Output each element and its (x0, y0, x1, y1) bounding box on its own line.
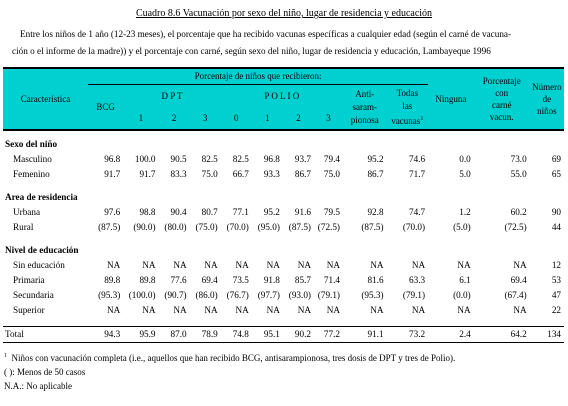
cell-value: (76.7) (226, 290, 249, 300)
cell-value: NA (326, 260, 340, 270)
cell-value: 90.5 (170, 154, 187, 164)
cell-value: 134 (530, 327, 564, 343)
cell-value: NA (235, 260, 249, 270)
cell-value: NA (411, 260, 426, 270)
header-polio-1: 1 (252, 108, 283, 130)
cell-value: (90.7) (164, 290, 187, 300)
table-row (3, 288, 564, 303)
cell-value: 81.6 (367, 275, 384, 285)
cell-value: 98.8 (139, 207, 156, 217)
cell-value: 89.8 (139, 275, 156, 285)
cell-value: 95.2 (367, 154, 384, 164)
cell-value: 75.0 (201, 169, 218, 179)
header-number-children: Número de niños (530, 68, 564, 130)
cell-value: NA (411, 305, 426, 315)
cell-value: 77.1 (232, 207, 249, 217)
cell-value: 73.5 (232, 275, 249, 285)
cell-value: NA (204, 260, 218, 270)
cell-value: 63.3 (409, 275, 426, 285)
cell-value: 44 (551, 222, 561, 232)
table-body (3, 130, 564, 343)
cell-value: 1.2 (459, 207, 471, 217)
cell-value: 91.6 (294, 207, 311, 217)
cell-value: 93.3 (263, 169, 280, 179)
header-polio-0: 0 (221, 108, 252, 130)
cell-value: NA (106, 305, 121, 315)
cell-value: 90.4 (170, 207, 187, 217)
header-dpt-2: 2 (159, 108, 190, 130)
cell-value: (90.0) (133, 222, 156, 232)
cell-value: (67.4) (504, 290, 527, 300)
cell-value: NA (457, 260, 471, 270)
cell-value: 82.5 (232, 154, 249, 164)
cell-value: 77.6 (170, 275, 187, 285)
header-polio-3: 3 (314, 108, 343, 130)
cell-value: 71.4 (323, 275, 340, 285)
cell-value: (93.0) (288, 290, 311, 300)
cell-value: 91.7 (139, 169, 156, 179)
table-row (3, 152, 564, 167)
cell-value: NA (513, 305, 527, 315)
cell-value: (75.0) (195, 222, 218, 232)
header-carne: Porcentaje con carné vacun. (474, 68, 530, 130)
table-row (3, 258, 564, 273)
description-line-2: ción o el informe de la madre)) y el porcentaje con carné, según sexo del niño, lugar de residencia y educación, Lambayeque 1996 (12, 46, 491, 56)
header-dpt-1: 1 (123, 108, 158, 130)
cell-value: (5.0) (453, 222, 471, 232)
table-title: Cuadro 8.6 Vacunación por sexo del niño, lugar de residencia y educación (135, 8, 433, 19)
cell-value: 91.8 (263, 275, 280, 285)
table-description (12, 26, 568, 60)
cell-value: 12 (551, 260, 561, 270)
cell-value: 77.2 (314, 327, 343, 343)
cell-value: 86.7 (294, 169, 311, 179)
cell-value: 74.6 (409, 154, 426, 164)
cell-value: 93.7 (294, 154, 311, 164)
description-line-1: Entre los niños de 1 año (12-23 meses), el porcentaje que ha recibido vacunas específicas a cualquier edad (según el carné de vacuna- (20, 29, 512, 39)
cell-value: NA (266, 305, 280, 315)
cell-value: NA (326, 305, 340, 315)
header-dpt: D P T (123, 85, 220, 109)
total-row (3, 327, 564, 343)
cell-value: 74.8 (221, 327, 252, 343)
cell-value: (80.0) (164, 222, 187, 232)
cell-value: NA (173, 305, 187, 315)
footnote-3: N.A.: No aplicable (4, 381, 72, 391)
cell-value: 0.0 (459, 154, 471, 164)
cell-value: NA (106, 260, 121, 270)
cell-value: 92.8 (367, 207, 384, 217)
cell-value: 94.3 (88, 327, 123, 343)
table-row (3, 205, 564, 220)
cell-value: 69 (551, 154, 561, 164)
cell-value: (79.1) (317, 290, 340, 300)
cell-value: 90.2 (283, 327, 314, 343)
cell-value: NA (204, 305, 218, 315)
cell-value: NA (513, 260, 527, 270)
cell-value: (0.0) (453, 290, 471, 300)
cell-value: 47 (551, 290, 561, 300)
cell-value: 74.7 (409, 207, 426, 217)
footnote-2: ( ): Menos de 50 casos (4, 367, 86, 377)
row-label: Primaria (13, 275, 45, 285)
cell-value: (87.5) (361, 222, 384, 232)
cell-value: 75.0 (323, 169, 340, 179)
vaccination-table (3, 67, 564, 343)
cell-value: 69.4 (510, 275, 527, 285)
row-label: Femenino (13, 169, 50, 179)
header-percentage-received: Porcentaje de niños que recibieron: (88, 68, 428, 85)
cell-value: NA (297, 305, 311, 315)
cell-value: 65 (551, 169, 561, 179)
row-label: Superior (13, 305, 45, 315)
cell-value: 22 (551, 305, 561, 315)
cell-value: 64.2 (474, 327, 530, 343)
cell-value: 86.7 (367, 169, 384, 179)
cell-value: 66.7 (232, 169, 249, 179)
cell-value: 79.5 (323, 207, 340, 217)
cell-value: 83.3 (170, 169, 187, 179)
row-label: Rural (13, 222, 34, 232)
cell-value: (79.1) (402, 290, 426, 300)
row-label: Sin educación (13, 260, 65, 270)
header-dpt-3: 3 (190, 108, 221, 130)
cell-value: 5.0 (459, 169, 471, 179)
cell-value: 97.6 (104, 207, 121, 217)
cell-value: 87.0 (159, 327, 190, 343)
cell-value: (95.3) (361, 290, 384, 300)
cell-value: NA (142, 260, 156, 270)
cell-value: 69.4 (201, 275, 218, 285)
cell-value: 89.8 (104, 275, 121, 285)
cell-value: (86.0) (195, 290, 218, 300)
table-header (3, 68, 564, 130)
cell-value: 95.9 (123, 327, 158, 343)
cell-value: 60.2 (510, 207, 527, 217)
cell-value: 95.2 (263, 207, 280, 217)
cell-value: 96.8 (263, 154, 280, 164)
footnote-1: $^1$ Niños con vacunación completa (i.e., aquellos que han recibido BCG, antisarampionosa, tres dosis de DPT y tres de Polio). (4, 353, 456, 363)
cell-value: 73.0 (510, 154, 527, 164)
cell-value: 96.8 (104, 154, 121, 164)
cell-value: NA (370, 260, 384, 270)
footnotes (4, 349, 455, 393)
section-heading: Sexo del niño (5, 139, 58, 149)
row-label: Secundaria (13, 290, 54, 300)
row-label: Total (3, 327, 88, 343)
cell-value: NA (142, 305, 156, 315)
section-heading: Nivel de educación (5, 245, 79, 255)
header-polio-2: 2 (283, 108, 314, 130)
cell-value: (95.0) (257, 222, 280, 232)
cell-value: 100.0 (134, 154, 156, 164)
row-label: Masculino (13, 154, 52, 164)
cell-value: (72.5) (504, 222, 527, 232)
cell-value: NA (266, 260, 280, 270)
table-row (3, 273, 564, 288)
cell-value: (100.0) (128, 290, 156, 300)
cell-value: 53 (551, 275, 561, 285)
cell-value: (72.5) (317, 222, 340, 232)
cell-value: 78.9 (190, 327, 221, 343)
cell-value: (87.5) (98, 222, 121, 232)
header-antisarampionosa: Anti- saram- pionosa (343, 85, 387, 131)
header-bcg: BCG (88, 85, 123, 131)
header-ninguna: Ninguna (428, 68, 474, 130)
cell-value: 55.0 (510, 169, 527, 179)
cell-value: 95.1 (252, 327, 283, 343)
cell-value: NA (297, 260, 311, 270)
header-todas-vacunas: Todas las vacunas$^1$ (387, 85, 429, 131)
cell-value: 80.7 (201, 207, 218, 217)
cell-value: 6.1 (459, 275, 471, 285)
cell-value: 91.1 (343, 327, 387, 343)
table-row (3, 303, 564, 318)
cell-value: 79.4 (323, 154, 340, 164)
cell-value: 71.7 (409, 169, 426, 179)
cell-value: 90 (551, 207, 561, 217)
cell-value: NA (173, 260, 187, 270)
cell-value: NA (370, 305, 384, 315)
cell-value: (95.3) (98, 290, 121, 300)
cell-value: (70.0) (402, 222, 426, 232)
cell-value: 2.4 (428, 327, 474, 343)
cell-value: (70.0) (226, 222, 249, 232)
row-label: Urbana (13, 207, 41, 217)
section-heading: Area de residencia (5, 192, 78, 202)
table-row (3, 220, 564, 235)
cell-value: 73.2 (387, 327, 429, 343)
cell-value: 85.7 (294, 275, 311, 285)
cell-value: NA (457, 305, 471, 315)
header-polio: P O L I O (221, 85, 343, 109)
header-characteristic: Característica (3, 68, 88, 130)
table-row (3, 167, 564, 182)
cell-value: (87.5) (288, 222, 311, 232)
cell-value: NA (235, 305, 249, 315)
cell-value: 82.5 (201, 154, 218, 164)
cell-value: 91.7 (104, 169, 121, 179)
cell-value: (97.7) (257, 290, 280, 300)
